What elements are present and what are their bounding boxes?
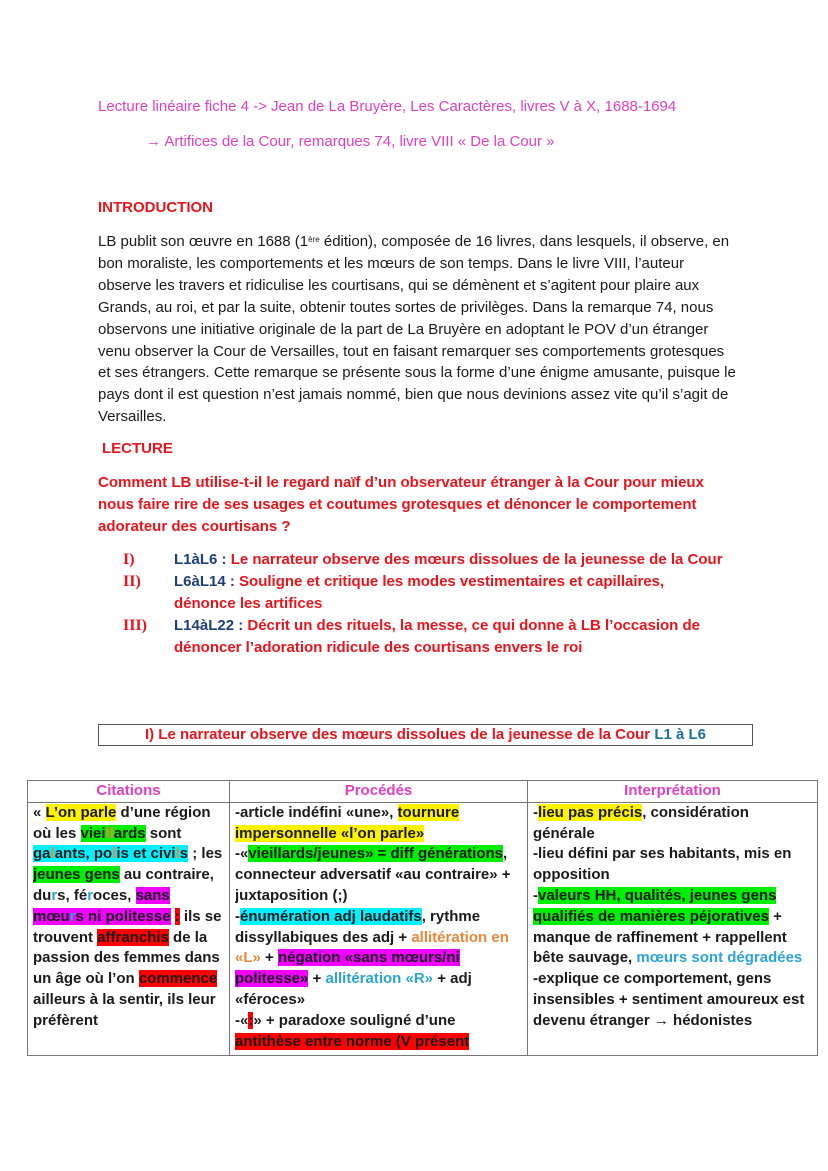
highlight-yellow: L’on parle: [45, 803, 117, 821]
plan-line-range: L1àL6 :: [174, 551, 227, 568]
analysis-table: [27, 780, 818, 1056]
plan-number: I): [123, 551, 135, 568]
section-1-title-box: [98, 724, 753, 746]
plan-text: Décrit un des rituels, la messe, ce qui donne à LB l’occasion de dénoncer l’adoration ridicule des courtisans envers le roi: [174, 617, 701, 656]
plan-line-range: L6àL14 :: [174, 573, 235, 590]
citations-cell: « L’on parle d’une région où les vieillards sont galants, polis et civils ; les jeunes gens au contraire, durs, féroces, sans mœurs ni politesse : ils se trouvent affranchis de la passion des femmes dans un âge où l’on commence ailleurs à la sentir, ils leur préfèrent: [28, 802, 230, 1055]
table-row: [28, 802, 818, 1055]
plan-line-range: L14àL22 :: [174, 617, 244, 634]
document-subtitle: → Artifices de la Cour, remarques 74, livre VIII « De la Cour »: [146, 133, 555, 150]
alliteration-l: allitération en «L»: [235, 928, 509, 967]
highlight-red: affranchis: [97, 928, 169, 946]
column-header-interpretation: Interprétation: [528, 781, 818, 803]
section-title: I) Le narrateur observe des mœurs dissolues de la jeunesse de la Cour: [144, 726, 651, 743]
introduction-paragraph: [98, 231, 738, 428]
highlight-red: commence: [138, 970, 218, 988]
highlight-magenta: négation «sans mœurs/ni politesse»: [235, 949, 460, 988]
plan-number: III): [123, 617, 148, 634]
highlight-green: valeurs HH, qualités, jeunes gens qualifiés de manières péjoratives: [533, 886, 777, 925]
alliteration-r: allitération «R»: [325, 970, 434, 988]
highlight-red: antithèse entre norme (V présent: [235, 1032, 470, 1050]
introduction-heading: INTRODUCTION: [98, 199, 213, 216]
blue-text: mœurs sont dégradées: [636, 949, 803, 967]
highlight-green: vieillards: [80, 824, 146, 842]
highlight-magenta: sans mœurs ni politesse: [33, 886, 171, 925]
intro-text-start: LB publit son œuvre en 1688 (1: [98, 233, 309, 250]
plan-item-1: [123, 549, 723, 571]
plan-number: II): [123, 573, 141, 590]
interpretation-cell: -lieu pas précis, considération générale -lieu défini par ses habitants, mis en opposition -valeurs HH, qualités, jeunes gens qualifiés de manières péjoratives + manque de raffinement + rappellent bête sauvage, mœurs sont dégradées -explique ce comportement, gens insensibles + sentiment amoureux est devenu étranger → hédonistes: [528, 802, 818, 1055]
highlight-yellow: tournure impersonnelle «l’on parle»: [235, 803, 460, 842]
reading-plan: [123, 549, 723, 659]
plan-text: Le narrateur observe des mœurs dissolues de la jeunesse de la Cour: [230, 551, 723, 568]
plan-text: Souligne et critique les modes vestimentaires et capillaires, dénonce les artifices: [174, 573, 665, 612]
lecture-heading: LECTURE: [102, 440, 173, 457]
highlight-yellow: lieu pas précis: [538, 803, 643, 821]
procedes-cell: -article indéfini «une», tournure impersonnelle «l’on parle» -«vieillards/jeunes» = diff générations, connecteur adversatif «au contraire» + juxtaposition (;) -énumération adj laudatifs, rythme dissyllabiques des adj + allitération en «L» + négation «sans mœurs/ni politesse» + allitération «R» + adj «féroces» -«:» + paradoxe souligné d’une antithèse entre norme (V présent: [230, 802, 528, 1055]
highlight-cyan: galants, polis et civils: [33, 845, 189, 863]
highlight-green: jeunes gens: [33, 866, 120, 884]
highlight-red-marker: :: [174, 907, 180, 925]
problematique-question: Comment LB utilise-t-il le regard naïf d’un observateur étranger à la Cour pour mieux nous faire rire de ses usages et coutumes grotesques et dénoncer le comportement adorateur des courtisans ?: [98, 474, 704, 535]
intro-text-rest: édition), composée de 16 livres, dans lesquels, il observe, en bon moraliste, les comportements et les mœurs de son temps. Dans le livre VIII, l’auteur observe les travers et ridiculise les courtisans, qui se démènent et s’agitent pour plaire aux Grands, au roi, et par la suite, obtenir toutes sortes de privilèges. Dans la remarque 74, nous observons une initiative originale de la part de La Bruyère en adoptant le POV d’un étranger venu observer la Cour de Versailles, tout en faisant remarquer ses comportements grotesques et ses étrangers. Cette remarque se présente sous la forme d’une énigme amusante, puisque le pays dont il est question n’est jamais nommé, bien que nous devinions assez vite qu’il s’agit de Versailles.: [98, 233, 736, 426]
section-line-range: L1 à L6: [654, 726, 707, 743]
highlight-red-marker: :: [248, 1011, 254, 1029]
highlight-cyan: énumération adj laudatifs: [240, 907, 422, 925]
plan-item-2: [123, 571, 723, 615]
column-header-citations: Citations: [28, 781, 230, 803]
highlight-green: vieillards/jeunes» = diff générations: [248, 845, 504, 863]
column-header-procedes: Procédés: [230, 781, 528, 803]
document-title: Lecture linéaire fiche 4 -> Jean de La Bruyère, Les Caractères, livres V à X, 1688-1694: [98, 98, 677, 115]
plan-item-3: [123, 615, 723, 659]
superscript-ere: ère: [308, 235, 320, 244]
